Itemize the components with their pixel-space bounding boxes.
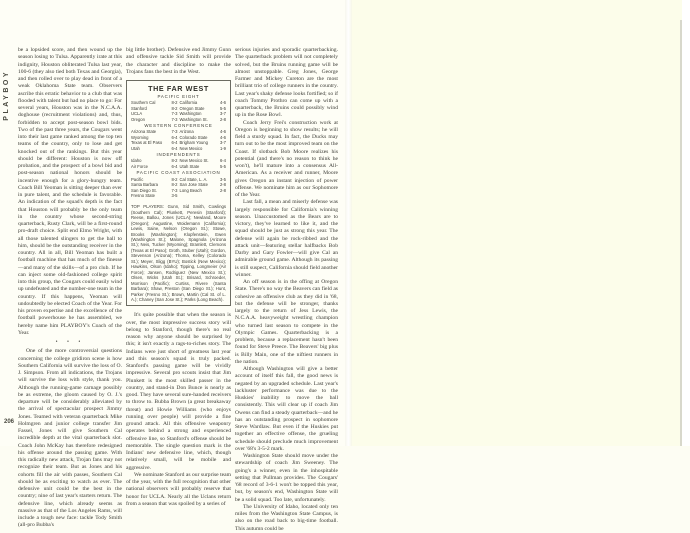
team-name: Stanford <box>131 105 147 111</box>
team-record: 6-4 <box>171 134 178 140</box>
conference-title: PACIFIC EIGHT <box>157 94 200 99</box>
team-record: 8-2 <box>171 176 178 182</box>
section-separator: • • • <box>55 339 85 345</box>
team-record: 8-2 <box>171 105 178 111</box>
body-paragraph: Washington State should move under the stewardship of coach Jim Sweeney. The going's a winner, even in the inhospitable setting that Pullman provides. The Cougars' '68 record of 3-6-1 won't be topped this year, but, by season's end, Washington State will be a solid squad. Too late, unfortunately. <box>235 453 338 503</box>
standings-box <box>126 80 231 306</box>
team-record: 8-2 <box>171 182 178 188</box>
team-name: Washington St. <box>179 116 208 122</box>
team-record: 4-6 <box>219 100 226 106</box>
team-record: 7-3 <box>171 116 178 122</box>
conference-title: INDEPENDENTS <box>156 152 201 158</box>
conference-pacific-eight <box>131 94 226 122</box>
team-record: 8-2 <box>171 100 178 106</box>
team-name: Cal State, L. A. <box>179 176 208 182</box>
team-record: 6-4 <box>171 163 178 169</box>
body-paragraph: One of the more controversial questions concerning the college gridiron scene is how Southern California will survive the loss of O. J. Simpson. From all indications, the Trojans will survive the loss with style, thank you. Although the running-game carnage possibly be as extreme, the gloom caused by O. J.'s departure will be considerably alleviated by the arrival of spectacular prospect Jimmy Jones. Teamed with veteran quarterback Mike Holmgren and junior college transfer Jim Fassel, Jones will give Southern Cal incredible depth at the vital quarterback slot. Coach John McKay has therefore redesigned his offense around the passing game. With this radically new attack, Trojan fans may not recognize their team. But as Jones and his cohorts fill the air with passes, Southern Cal should be as exciting to watch as ever. The defensive unit could be the best in the country; nine of last year's starters return. The defensive line, which already seems as massive as that of the Los Angeles Rams, will include a tough new face: tackle Tody Smith (all-pro Bubba's <box>18 348 122 529</box>
team-record: 3-7 <box>219 140 226 146</box>
conference-independents <box>131 152 226 169</box>
team-name: New Mexico <box>179 145 203 151</box>
text-column-1 <box>18 47 122 530</box>
team-record: 7-3 <box>171 111 178 117</box>
team-record: 6-4 <box>171 145 178 151</box>
body-paragraph: It's quite possible that when the season is over, the most impressive success story will belong to Stanford, though there's no real reason why anyone should be surprised by this; it isn't exactly a rags-to-riches story. The Indians were just short of greatness last year and this season's squad is truly packed. Stanford's passing game will be vividly impressive. Several pro scouts insist that Jim Plunkett is the most skilled passer in the country, and stand-in Don Bunce is nearly as good. They have several sure-handed receivers to throw to. Bubba Brown (a great breakaway threat) and Howie Williams (who enjoys running over people) will provide a fine ground attack. All this offensive weaponry operates behind a strong and experienced offensive line, so Stanford's offense should be memorable. The single question mark is the Indians' new defensive line, which, though relatively small, will be mobile and aggressive. <box>126 312 231 471</box>
page-gutter <box>345 0 352 446</box>
team-record: 4-6 <box>219 129 226 135</box>
team-record: 8-2 <box>171 158 178 164</box>
team-name: Arizona <box>179 129 194 135</box>
conference-pacific-coast <box>131 170 226 198</box>
team-name: Air Force <box>131 163 148 169</box>
body-paragraph: Last fall, a mean and miserly defense was largely responsible for California's winning season. Unaccustomed as the Bears are to victory, they've learned to like it, and the squad should be just as strong this year. The defense will again be rock-ribbed and the attack unit—featuring stellar halfbacks Bob Darby and Gary Fowler—will give Cal an admirable ground game. Although its passing is still suspect, California should field another winner. <box>235 199 339 278</box>
team-record: 3-5 <box>171 192 178 198</box>
body-paragraph: An off season is in the offing at Oregon State. There's no way the Beavers can field as cohesive an offensive club as they did in '68, but the defense will be stronger, thanks largely to the return of Jess Lewis, the N.C.A.A. heavyweight wrestling champion who turned last season to compete in the Olympic Games. Quarterbacking is a problem, because a replacement hasn't been found for Steve Preece. The Beavers' big plus is Billy Main, one of the niftiest runners in the nation. <box>235 279 338 365</box>
team-record <box>216 193 226 198</box>
team-record: 2-8 <box>219 116 226 122</box>
standings-grid <box>131 129 226 151</box>
team-name: Long Beach <box>179 187 202 193</box>
team-record: 7-3 <box>171 129 178 135</box>
team-record: 7-3 <box>171 187 178 193</box>
team-record: 5-5 <box>219 105 226 111</box>
team-name: Pacific <box>131 176 144 182</box>
body-paragraph: Although Washington will give a better account of itself this fall, the good news is negated by an upgraded schedule. Last year's lackluster performance was due to the Huskies' inability to move the ball consistently. This will clear up if coach Jim Owens can find a steady quarterback—and he has an outstanding prospect in sophomore Steve Wardlaw. But even if the Huskies put together an effective offense, the grueling schedule should preclude much improvement over '68's 3-5-2 mark. <box>235 366 338 452</box>
team-name <box>180 193 215 198</box>
team-name: Utah <box>131 145 140 151</box>
team-name: Brigham Young <box>179 140 208 146</box>
team-name: Colorado State <box>179 134 208 140</box>
team-name: Utah State <box>179 163 200 169</box>
running-head: PLAYBOY <box>3 70 10 121</box>
top-players-list: TOP PLAYERS: Gunn, Sid Smith, Cowlings (Southern Cal); Plunkett, Peresin (Stanford); Reese, Ballou, Jones (UCLA); Newland, Moore (Oregon); Augustine, Woidemann (California); Lewis, Saine, Nelson (Oregon St.); Stowe, Brooks (Washington); Klopfenstein, Ewen (Washington St.); Malone, Spagnola (Arizona St.); Neis, Tucker (Wyoming); Bramlett, Clemons (Texas at El Paso); Groth, Stuber (Utah); Gordon, Stevenson (Arizona); Thoma, Kelley (Colorado St.); Meyer, Sligg (BYU); Bostick (New Mexico); Hawkins, Olson (Idaho); Tipping, Longmeier (Air Force); Jansen, Rodriguez (New Mexico St.); Olsen, Wicks (Utah St.); Brisard, Schroeder, Morrison (Pacific); Curtiss, Rivere (Santa Barbara); Shaw, Preston (San Diego St.); Hunt, Parker (Fresno St.); Brown, Martin (Cal St. of L. A.); Chaney (San Jose St.); Parks (Long Beach). <box>131 204 226 303</box>
page-number: 206 <box>4 419 15 425</box>
team-record: 6-4 <box>219 158 226 164</box>
team-name: Washington <box>179 111 202 117</box>
team-name: Oregon <box>131 116 145 122</box>
team-name: Santa Barbara <box>131 182 159 188</box>
team-record: 3-7 <box>219 111 226 117</box>
team-name: Wyoming <box>131 134 149 140</box>
body-paragraph: big little brother). Defensive end Jimmy Gunn and offensive tackle Sid Smith will provide the character and discipline to make the Trojans fans the best in the West. <box>126 47 231 75</box>
conference-title: WESTERN CONFERENCE <box>144 123 213 129</box>
text-column-2 <box>126 47 231 508</box>
team-name: Oregon State <box>179 105 205 111</box>
right-page-blank <box>352 0 682 446</box>
team-name: San Jose State <box>179 182 208 188</box>
conference-title: PACIFIC COAST ASSOCIATION <box>136 170 221 176</box>
standings-title: THE FAR WEST <box>148 84 209 93</box>
body-paragraph: The University of Idaho, located only ten miles from the Washington State Campus, is also on the road back to big-time football. This autumn could be <box>235 503 338 532</box>
team-name: Fresno State <box>131 192 155 198</box>
body-paragraph: serious injuries and sporadic quarterbacking. The quarterback problem will not completely solved, but the Bruins running game will be almost unstoppable. Greg Jones, George Farmer and Mickey Cureton are the most brilliant trio of college runners in the country. Last year's shaky defense looks fortified; so if coach Tommy Prothro can come up with a quarterback, the Bruins could possibly wind up in the Rose Bowl. <box>235 47 338 119</box>
team-record: 3-5 <box>219 176 226 182</box>
team-record: 6-4 <box>171 140 178 146</box>
team-name: New Mexico St. <box>179 158 209 164</box>
text-column-3 <box>235 47 338 533</box>
team-name: Texas at El Paso <box>131 140 163 146</box>
body-paragraph: We nominate Stanford as our surprise team of the year, with the full recognition that other national observers will probably reserve that honor for UCLA. Nearly all the Uclans return from a season that was spoiled by a series of <box>126 471 231 507</box>
left-page <box>0 0 345 532</box>
standings-grid <box>131 158 226 169</box>
conference-western <box>131 123 226 151</box>
team-name: Arizona State <box>131 129 157 135</box>
team-record: 1-9 <box>219 145 226 151</box>
standings-grid <box>131 100 226 122</box>
team-record: 2-8 <box>219 182 226 188</box>
standings-grid <box>131 177 226 199</box>
body-paragraph: be a lopsided score, and then wound up the season losing to Tulsa. Apparently irate at this indignity, Houston obliterated Tulsa last year, 100-6 (they also tied both Texas and Georgia), and then rolled over to play dead in front of a weak Oklahoma State team. Observers ascribe this erratic behavior to a club that was flooded with talent but had no place to go: For several years, Houston was in the N.C.A.A. doghouse (recruitment violations) and, thus, forbidden to accept post-season bowl bids. Two of the past three years, the Cougars went into their last game ranked among the top ten teams of the country, only to lose and get knocked out of the rankings. But this year should be different: Houston is now off probation, and the prospect of a bowl bid and post-season national honors should be incentive enough for a glory-hungry team. Coach Bill Yeoman is sitting deeper than ever in pure talent, and the schedule is favorable. An indication of the squad's depth is the fact that Houston will probably be the only team in the country whose second-string quarterback, Rusty Clark, will be a first-round pro-draft choice. Split end Elmo Wright, with all those talented slingers to get the ball to him, should be the outstanding receiver in the country. All in all, Bill Yeoman has built a football machine that has much of the finesse—and many of the skills—of a pro club. If he can inject some old-fashioned college spirit into this group, the Cougars could easily wind up undefeated and the number-one team in the country. If this happens, Yeoman will undoubtedly be elected Coach of the Year. For his proven expertise and the excellence of the football powerhouse he has assembled, we hereby name him PLAYBOY's Coach of the Year. <box>18 47 122 336</box>
team-name: California <box>179 100 198 106</box>
team-name: San Diego St. <box>131 187 157 193</box>
team-record: 2-8 <box>219 187 226 193</box>
team-name: Idaho <box>131 158 142 164</box>
team-record: 5-5 <box>219 163 226 169</box>
scan-margin <box>682 0 690 446</box>
team-name: UCLA <box>131 111 143 117</box>
team-record: 4-6 <box>219 134 226 140</box>
body-paragraph: Coach Jerry Frei's construction work at Oregon is beginning to show results; he will field a sturdy squad. In fact, the Ducks may turn out to be the most improved team on the Coast. If slotback Bob Moore realizes his potential (and there's no reason to think he won't), he'll mature into a consensus All-American. As a receiver and runner, Moore gives Oregon an instant injection of power offense. We nominate him as our Sophomore of the Year. <box>235 119 338 198</box>
team-name: Southern Cal <box>131 100 156 106</box>
